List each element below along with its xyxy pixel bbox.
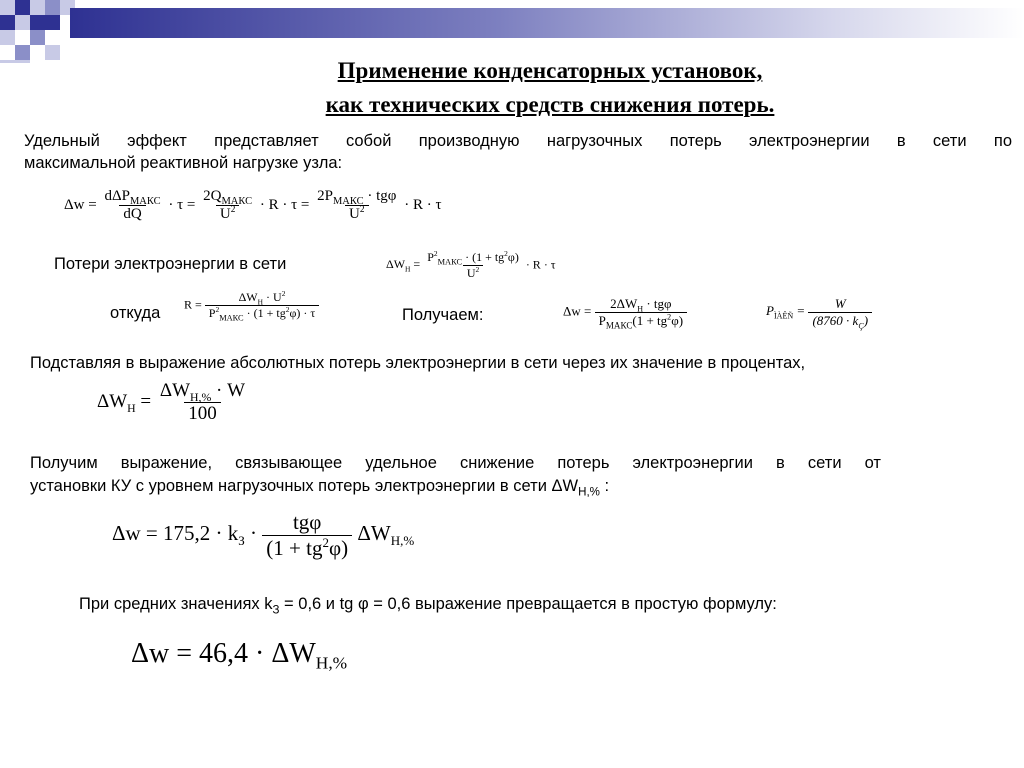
- deco-square: [30, 30, 45, 45]
- header-gradient-bar: [70, 8, 1024, 38]
- deco-square: [15, 15, 30, 30]
- get-line2-colon: :: [599, 477, 610, 495]
- deco-square: [45, 15, 60, 30]
- deco-square: [0, 15, 15, 30]
- formula-absolute-losses: $\Delta W_Н$ = $\frac{\Delta W_{Н,\%} \cdot W}{100}$: [97, 380, 246, 424]
- formula-coefficient: $\Delta w = 175,2 \cdot k_З$ · $\frac{\text{tgφ}}{(1 + tg^2\varphi)}$ $\Delta W_{Н,\%}$: [112, 510, 415, 560]
- formula-resistance: R = $\frac{\Delta W_Н \cdot U^2}{P^2_{МАКС} \cdot (1 + tg^2\varphi) \cdot \tau}$: [184, 290, 319, 321]
- slide-title-line1: Применение конденсаторных установок,: [337, 58, 763, 83]
- slide-title-line2: как технических средств снижения потерь.: [325, 92, 775, 117]
- mean-values-suffix: = 0,6 и tg φ = 0,6 выражение превращается в простую формулу:: [279, 595, 777, 613]
- get-line2-text: установки КУ с уровнем нагрузочных потерь электроэнергии в сети ΔW: [30, 477, 579, 495]
- mean-values-subscript: З: [272, 604, 280, 617]
- mean-values-prefix: При средних значениях k: [79, 595, 273, 613]
- intro-line1: Удельный эффект представляет собой производную нагрузочных потерь электроэнергии в сети по: [24, 132, 1012, 150]
- deco-square: [30, 0, 45, 15]
- deco-square: [0, 30, 15, 45]
- intro-line2: максимальной реактивной нагрузке узла:: [24, 154, 343, 172]
- substitute-text: Подставляя в выражение абсолютных потерь электроэнергии в сети через их значение в процентах,: [30, 354, 806, 372]
- deco-square: [0, 0, 15, 15]
- formula-specific-effect: Δw = $\frac{d\Delta P_{МАКС}}{dQ}$ · τ = $\frac{2Q_{МАКС}}{U^2}$ · R · τ = $\frac{2P_{МАКС} \cdot tg\varphi}{U^2}$ · R · τ: [64, 188, 442, 222]
- get-line1: Получим выражение, связывающее удельное снижение потерь электроэнергии в сети от: [30, 454, 881, 472]
- from-label: откуда: [110, 304, 161, 322]
- mean-values-text: [79, 593, 777, 615]
- formula-losses: $\Delta W_Н$ = $\frac{P^2_{МАКС} \cdot (1 + tg^2\varphi)}{U^2}$ · R · τ: [386, 249, 556, 280]
- formula-obtained: Δw = $\frac{2\Delta W_Н \cdot tg\varphi}{P_{МАКС}(1 + tg^2\varphi)}$: [563, 296, 687, 329]
- formula-power: $P_{ÌÀÊÑ}$ = $\frac{W}{(8760 \cdot k_Ç)}$: [766, 296, 872, 329]
- deco-square: [45, 0, 60, 15]
- get-line2: [30, 475, 609, 497]
- deco-square: [30, 15, 45, 30]
- deco-square: [15, 0, 30, 15]
- get-line2-subscript: Н,%: [578, 486, 600, 499]
- losses-label: Потери электроэнергии в сети: [54, 255, 287, 273]
- formula-final: $\Delta w = 46,4 \cdot \Delta W_{Н,\%}$: [131, 638, 348, 673]
- obtain-label: Получаем:: [402, 306, 484, 324]
